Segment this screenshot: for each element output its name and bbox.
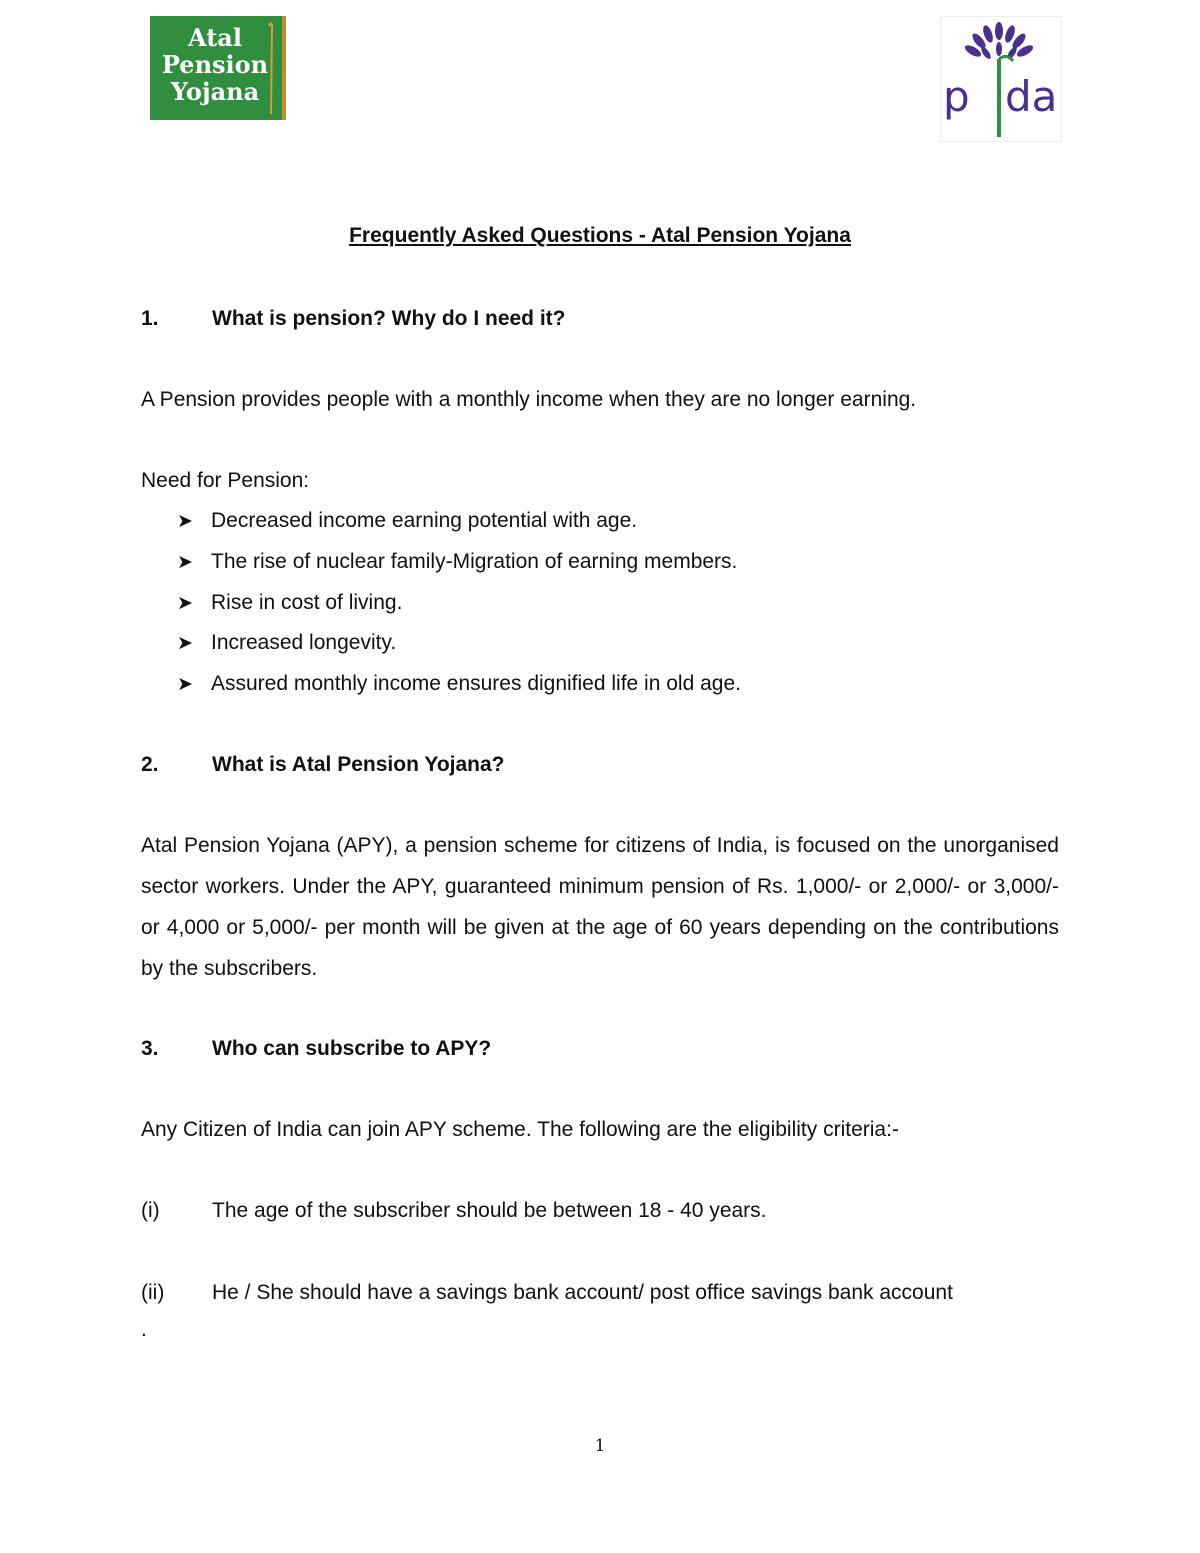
arrow-bullet-icon: ➤ <box>177 511 193 532</box>
arrow-bullet-icon: ➤ <box>177 593 193 614</box>
document-page: Atal Pension Yojana p da Frequently Asked Questions - Atal Pension Yojana 1. What is pension? Why do I need it? A Pension provides people with a monthly income when they are no longer earning. Need for Pension: ➤ Decreased income earning potential with age. ➤ The rise of nuclear family-Migration of earning members. ➤ Rise in cost of living. ➤ Increased longevity. ➤ Assured monthly income ensures dignified life in old age. 2. What is Atal Pension Yojana? Atal Pension Yojana (APY), a pension scheme for citizens of India, is focused on the unorganised sector workers. Under the APY, guaranteed minimum pension of Rs. 1,000/- or 2,000/- or 3,000/- or 4,000 or 5,000/- per month will be given at the age of 60 years depending on the contributions by the subscribers. 3. Who can subscribe to APY? Any Citizen of India can join APY scheme. The following are the eligibility criteria:- (i) The age of the subscriber should be between 18 - 40 years. (ii) He / She should have a savings bank account/ post office savings bank account . 1 <box>0 0 1200 1553</box>
question-number: 2. <box>141 753 159 776</box>
question-text: What is pension? Why do I need it? <box>212 307 566 330</box>
list-item: ➤ Increased longevity. <box>177 631 397 654</box>
list-item: ➤ Decreased income earning potential with age. <box>177 509 638 532</box>
arrow-bullet-icon: ➤ <box>177 633 193 654</box>
list-item: ➤ Rise in cost of living. <box>177 591 403 614</box>
pfrda-logo <box>940 16 1062 142</box>
atal-pension-yojana-logo: Atal Pension Yojana <box>150 16 286 120</box>
answer-2: Atal Pension Yojana (APY), a pension scheme for citizens of India, is focused on the unorganised sector workers. Under the APY, guaranteed minimum pension of Rs. 1,000/- or 2,000/- or 3,000/- or 4,000 or 5,000/- per month will be given at the age of 60 years depending on the contributions by the subscribers. <box>141 834 1059 980</box>
need-for-pension-heading: Need for Pension: <box>141 469 310 492</box>
question-text: What is Atal Pension Yojana? <box>212 753 505 776</box>
pfrda-lotus-icon <box>941 17 1063 143</box>
svg-text:p: p <box>943 72 970 121</box>
question-number: 1. <box>141 307 159 330</box>
arrow-bullet-icon: ➤ <box>177 552 193 573</box>
list-item: ➤ The rise of nuclear family-Migration of earning members. <box>177 550 738 573</box>
answer-3: Any Citizen of India can join APY scheme. The following are the eligibility criteria:- <box>141 1118 899 1141</box>
arrow-bullet-icon: ➤ <box>177 674 193 695</box>
question-number: 3. <box>141 1037 159 1060</box>
question-text: Who can subscribe to APY? <box>212 1037 492 1060</box>
svg-text:da: da <box>1005 72 1058 121</box>
list-item: ➤ Assured monthly income ensures dignified life in old age. <box>177 672 741 695</box>
walking-stick-icon <box>266 20 274 114</box>
page-number: 1 <box>594 1436 606 1456</box>
answer-1: A Pension provides people with a monthly income when they are no longer earning. <box>141 388 917 411</box>
trailing-period: . <box>141 1318 147 1341</box>
document-title: Frequently Asked Questions - Atal Pension Yojana <box>349 224 851 247</box>
